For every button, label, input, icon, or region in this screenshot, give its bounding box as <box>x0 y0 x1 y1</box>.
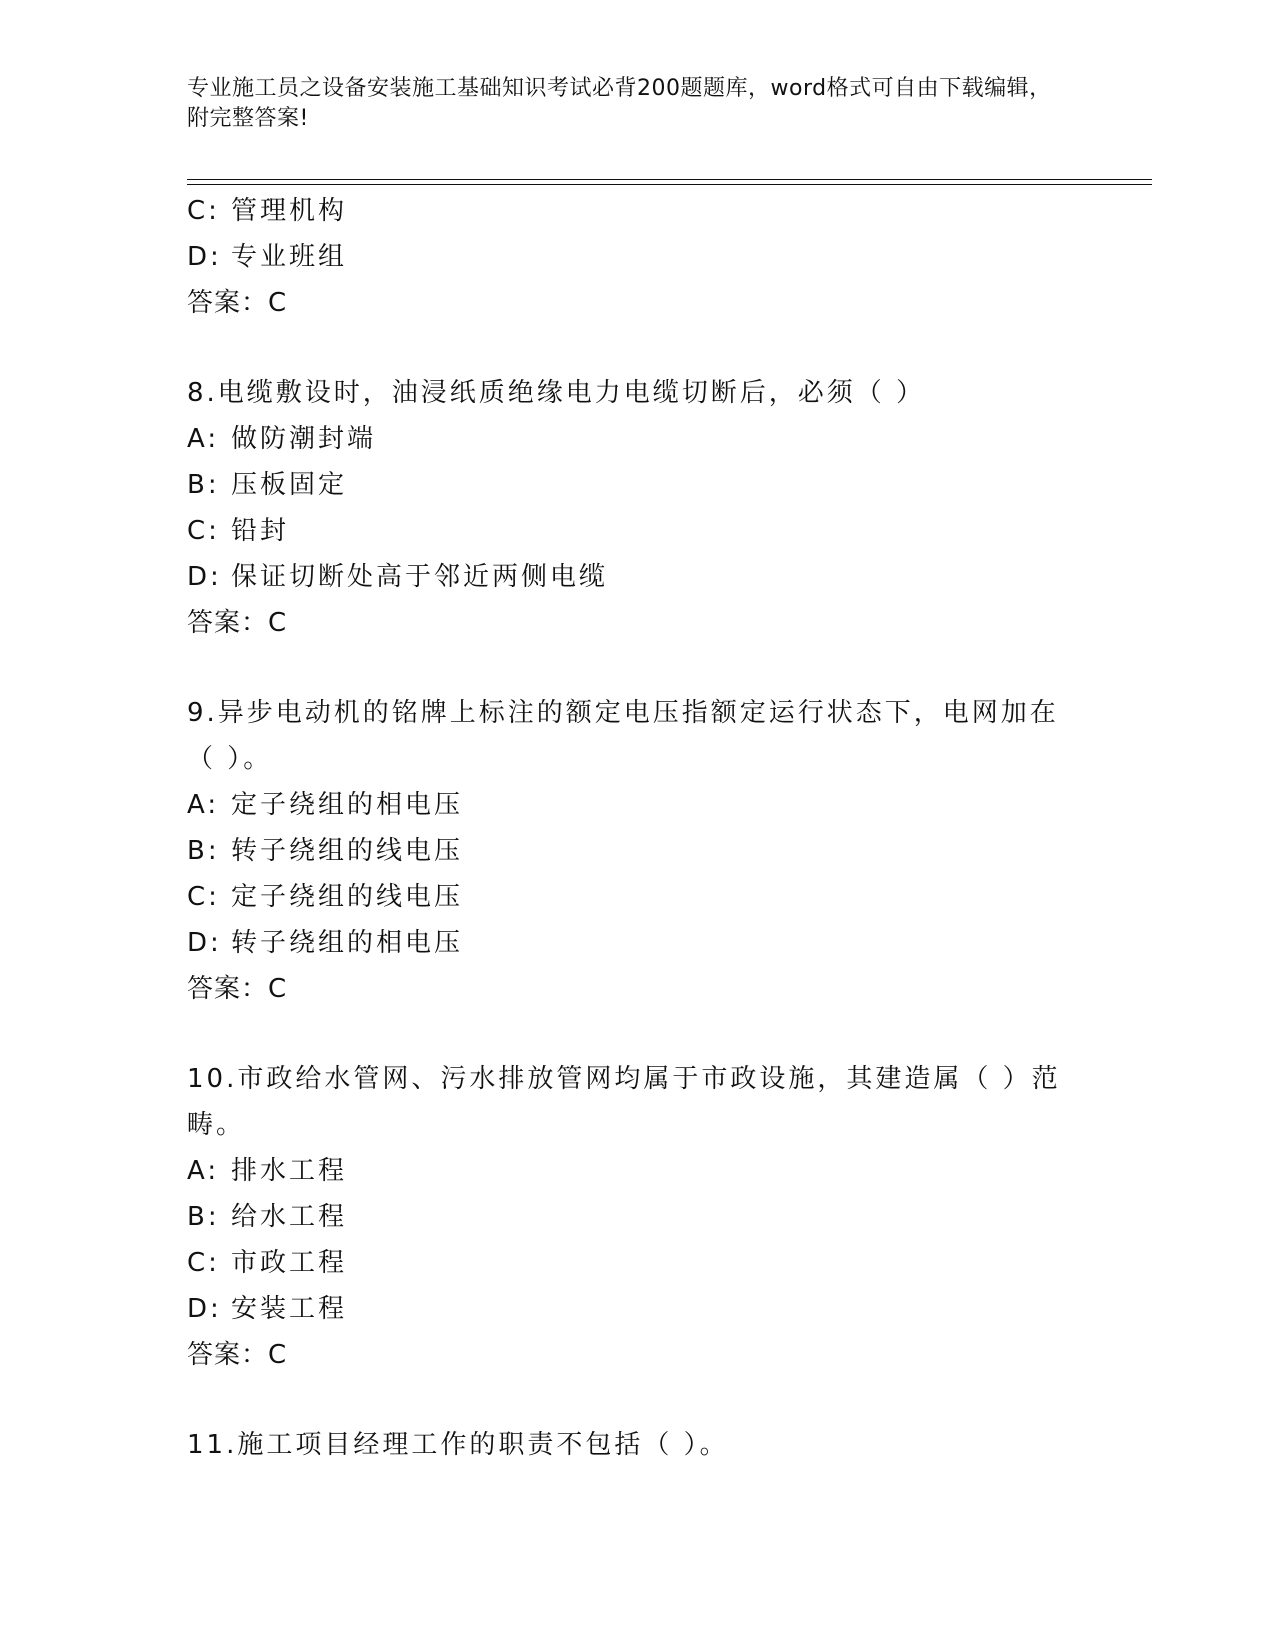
answer-line: 答案：C <box>187 974 288 1004</box>
option-text: 安装工程 <box>231 1294 348 1324</box>
option-b <box>187 828 1087 874</box>
option-label: C: <box>187 1248 220 1278</box>
question-list <box>187 188 1087 1468</box>
option-d <box>187 554 1087 600</box>
answer-line: 答案：C <box>187 1340 288 1370</box>
option-d <box>187 920 1087 966</box>
option-a <box>187 782 1087 828</box>
option-text: 专业班组 <box>231 242 348 272</box>
option-text: 给水工程 <box>231 1202 348 1232</box>
option-text: 排水工程 <box>231 1156 348 1186</box>
option-label: C: <box>187 516 220 546</box>
header-divider-top <box>187 179 1152 180</box>
document-header: 专业施工员之设备安装施工基础知识考试必背200题题库，word格式可自由下载编辑，附完整答案! <box>187 76 1052 131</box>
answer-line: 答案：C <box>187 608 288 638</box>
option-label: A: <box>187 790 220 820</box>
option-label: C: <box>187 882 220 912</box>
option-d <box>187 1286 1087 1332</box>
option-label: D: <box>187 562 222 592</box>
option-text: 做防潮封端 <box>231 424 377 454</box>
option-label: B: <box>187 1202 220 1232</box>
question-title-continued: 畴。 <box>187 1110 246 1140</box>
option-c <box>187 188 1087 234</box>
option-d <box>187 234 1087 280</box>
option-a <box>187 416 1087 462</box>
option-text: 压板固定 <box>231 470 348 500</box>
option-label: C: <box>187 196 220 226</box>
option-text: 转子绕组的相电压 <box>231 928 464 958</box>
option-text: 定子绕组的相电压 <box>231 790 464 820</box>
option-label: B: <box>187 470 220 500</box>
option-a <box>187 1148 1087 1194</box>
option-label: D: <box>187 1294 222 1324</box>
answer-line: 答案：C <box>187 288 288 318</box>
header-divider-bottom <box>187 184 1152 185</box>
option-text: 保证切断处高于邻近两侧电缆 <box>231 562 609 592</box>
option-text: 定子绕组的线电压 <box>231 882 464 912</box>
question-title: 10.市政给水管网、污水排放管网均属于市政设施，其建造属（ ）范 <box>187 1064 1061 1094</box>
option-text: 市政工程 <box>231 1248 348 1278</box>
option-label: D: <box>187 928 222 958</box>
option-label: A: <box>187 424 220 454</box>
question-title: 11.施工项目经理工作的职责不包括（ ）。 <box>187 1430 729 1460</box>
option-b <box>187 462 1087 508</box>
question-title: 9.异步电动机的铭牌上标注的额定电压指额定运行状态下，电网加在 <box>187 698 1059 728</box>
option-text: 铅封 <box>231 516 290 546</box>
option-c <box>187 1240 1087 1286</box>
option-b <box>187 1194 1087 1240</box>
question-title-continued: （ ）。 <box>187 744 273 774</box>
question-title: 8.电缆敷设时，油浸纸质绝缘电力电缆切断后，必须（ ） <box>187 378 926 408</box>
option-label: A: <box>187 1156 220 1186</box>
option-c <box>187 874 1087 920</box>
option-label: B: <box>187 836 220 866</box>
option-text: 管理机构 <box>231 196 348 226</box>
option-c <box>187 508 1087 554</box>
option-text: 转子绕组的线电压 <box>231 836 464 866</box>
option-label: D: <box>187 242 222 272</box>
